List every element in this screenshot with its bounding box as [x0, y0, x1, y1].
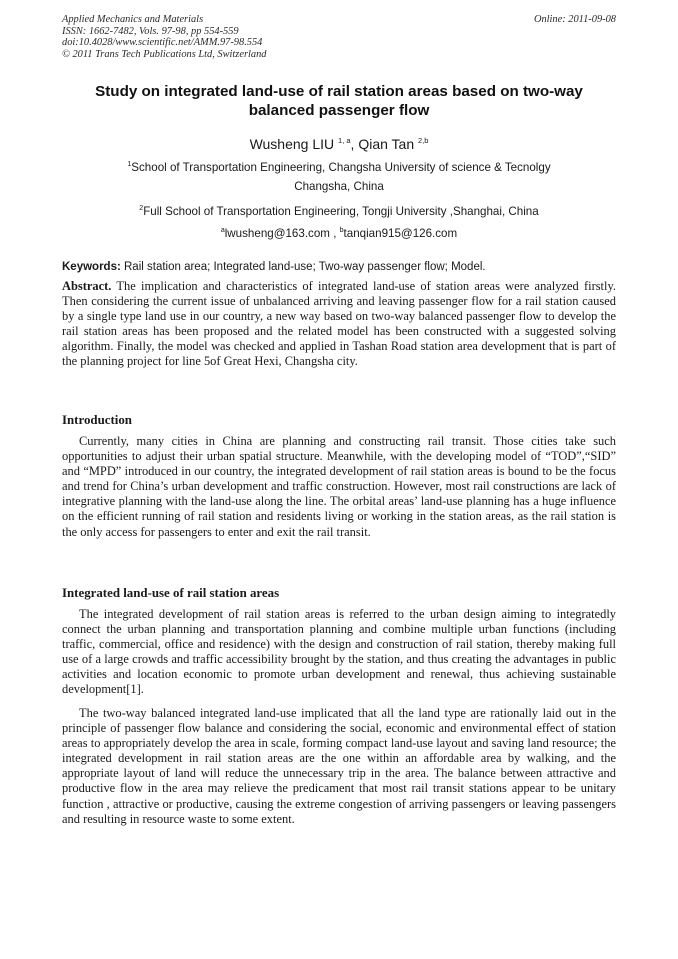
abstract-text: The implication and characteristics of integrated land-use of station areas were analyzed firstly. Then considering the current issue of unbalanced arriving and leaving passenger flow for a rail station caused by a single type land use in our country, a new way based on two-way balanced passenger flow to develop the rail station areas has been proposed and the related model has been constructed with a suggested solving algorithm. Finally, the model was checked and applied in Tashan Road station area development that is part of the planning project for line 5of Great Hexi, Changsha city.: [62, 279, 616, 369]
copyright-line: © 2011 Trans Tech Publications Ltd, Switzerland: [62, 48, 267, 60]
abstract: [62, 279, 616, 370]
author-name: Wusheng LIU: [249, 136, 335, 152]
affiliation-text: Full School of Transportation Engineering, Tongji University ,Shanghai, China: [143, 205, 539, 218]
introduction-paragraph: Currently, many cities in China are planning and constructing rail transit. Those cities take such opportunities to adjust their urban spatial structure. Meanwhile, with the developing model of “TOD”,“SID” and “MPD” introduced in our country, the integrated development of rail station areas is bound to be the focus and trend for China’s urban development and traffic construction. However, most rail constructions are lack of integrative planning with the land-use along the line. The orbital areas’ land-use planning has a huge influence on the efficient running of rail station and residents living or working in the station areas, as the rail station is the only access for passengers to enter and exit the rail transit.: [62, 434, 616, 539]
email-link[interactable]: lwusheng@163.com: [224, 227, 330, 240]
email-separator: ,: [329, 227, 340, 240]
author-line: [62, 132, 616, 153]
email-mark: b: [339, 227, 344, 234]
journal-name: Applied Mechanics and Materials: [62, 14, 204, 25]
author-affiliation-mark: 2,b: [418, 136, 429, 145]
affiliation-mark: 1: [127, 161, 132, 168]
affiliation-mark: 2: [139, 205, 144, 212]
affiliation-2: [62, 202, 616, 219]
author-separator: ,: [350, 136, 359, 152]
paper-title: Study on integrated land-use of rail station areas based on two-way balanced passenger flow: [95, 83, 583, 119]
email-line: [62, 224, 616, 241]
affiliation-text: School of Transportation Engineering, Changsha University of science & Tecnolgy: [131, 161, 551, 174]
email-link[interactable]: tanqian915@126.com: [343, 227, 458, 240]
abstract-label: Abstract.: [62, 279, 112, 293]
keywords-label: Keywords:: [62, 261, 121, 273]
author-affiliation-mark: 1, a: [338, 136, 351, 145]
affiliation-1: [62, 158, 616, 175]
integrated-paragraph-2: The two-way balanced integrated land-use implicated that all the land type are rationally laid out in the principle of passenger flow balance and considering the social, economic and environmental effect of station areas to appropriately develop the area in scale, forming compact land-use layout and saving land resource; the integrated development in rail station areas are the one within an affordable area by walking, and the appropriate layout of land will reduce the unnecessary trip in the area. The balance between attractive and productive flow in the area may relieve the predicament that most rail transit stations appear to be unitary function , attractive or productive, causing the extreme congestion of arriving passengers or leaving passengers and resulting in resource waste to some extent.: [62, 706, 616, 826]
doi-line: doi:10.4028/www.scientific.net/AMM.97-98.554: [62, 37, 263, 49]
keywords: [62, 260, 616, 274]
keywords-text: Rail station area; Integrated land-use; Two-way passenger flow; Model.: [120, 261, 486, 273]
author-name: Qian Tan: [358, 136, 415, 152]
affiliation-1-city: Changsha, China: [294, 180, 384, 193]
journal-header: [62, 14, 616, 60]
section-heading-introduction: Introduction: [62, 413, 132, 427]
email-mark: a: [220, 227, 225, 234]
section-heading-integrated-land-use: Integrated land-use of rail station areas: [62, 586, 280, 600]
issn-line: ISSN: 1662-7482, Vols. 97-98, pp 554-559: [62, 25, 239, 37]
online-date: Online: 2011-09-08: [533, 14, 616, 25]
integrated-paragraph-1: The integrated development of rail station areas is referred to the urban design aiming to integratedly connect the urban planning and transportation planning and combine multiple urban functions (including traffic, commercial, office and residence) with the design and construction of rail station, thereby making full use of a large crowds and traffic accessibility brought by the station, and thus creating the advantages in public activities and location economic to promote urban development and renewal, thus achieving sustainable development[1].: [62, 607, 616, 697]
